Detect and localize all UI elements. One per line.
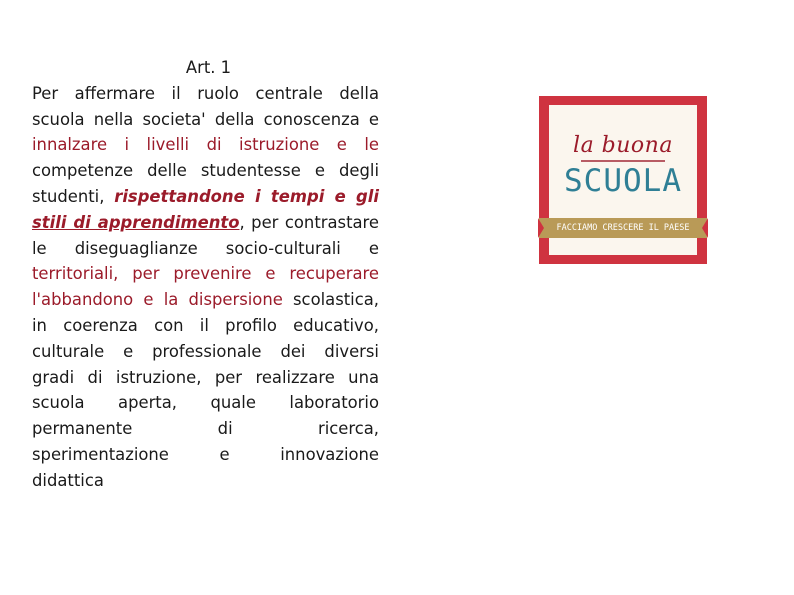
line-text: in coerenza con il profilo educativo, [32,315,379,335]
line-text: permanente di ricerca, [32,419,379,439]
article-line-12 [32,365,379,391]
line-text: l'abbandono e la dispersione [32,290,283,310]
logo-ribbon [539,218,707,238]
emphasis-text: stili di apprendimento [32,212,240,232]
line-text: scuola nella societa' della conoscenza e [32,109,379,129]
article-line-2 [32,107,379,133]
line-text: competenze delle studentesse e degli [32,161,379,181]
line-text: territoriali, per prevenire e recuperare [32,264,379,284]
article-line-14 [32,416,379,442]
article-line-16 [32,468,379,494]
article-line-5 [32,184,379,210]
article-line-9 [32,287,379,313]
emphasis-text: rispettandone i tempi e gli [114,186,379,206]
logo-tagline: FACCIAMO CRESCERE IL PAESE [556,223,690,233]
article-line-11 [32,339,379,365]
article-text [32,55,379,494]
line-text: sperimentazione e innovazione [32,444,379,464]
line-text: innalzare i livelli di istruzione e le [32,135,379,155]
line-text: le diseguaglianze socio-culturali e [32,238,379,258]
article-line-7 [32,236,379,262]
line-text: , per contrastare [239,212,380,232]
article-line-6 [32,210,379,236]
line-text: didattica [32,470,104,490]
article-line-13 [32,390,379,416]
line-text: scuola aperta, quale laboratorio [32,393,379,413]
line-text: studenti, [32,186,115,206]
logo-script-text: la buona [573,133,673,158]
article-line-10 [32,313,379,339]
article-line-15 [32,442,379,468]
logo-word-text: SCUOLA [564,163,682,199]
line-text: Per affermare il ruolo centrale della [32,83,379,103]
article-line-4 [32,158,379,184]
article-line-8 [32,261,379,287]
article-heading: Art. 1 [185,58,232,77]
line-text: gradi di istruzione, per realizzare una [32,367,379,387]
la-buona-scuola-logo [539,96,707,264]
line-text: culturale e professionale dei diversi [32,341,379,361]
line-text: scolastica, [282,290,379,310]
article-line-3 [32,132,379,158]
logo-underline [581,160,665,162]
logo-panel [549,105,697,255]
article-line-1 [32,81,379,107]
